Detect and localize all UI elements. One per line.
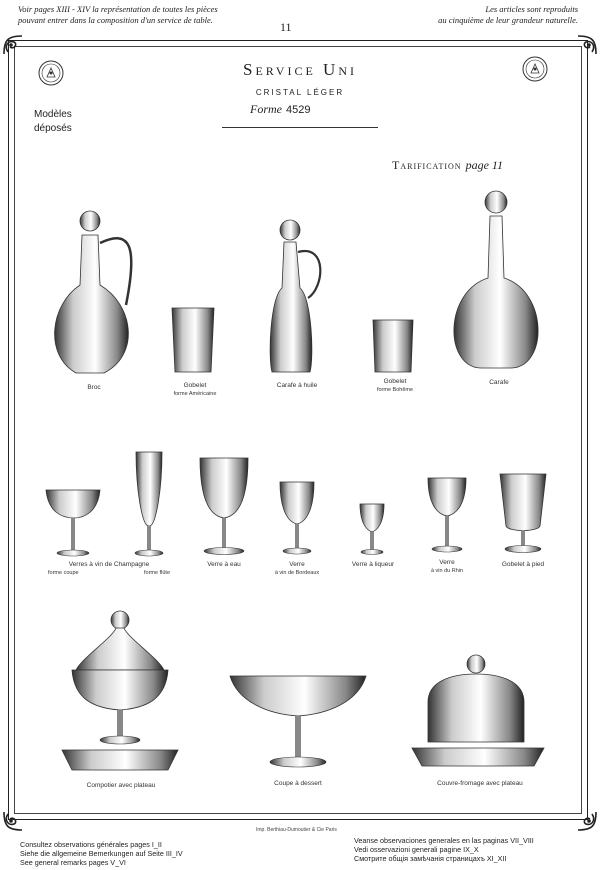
forme-number: 4529 bbox=[286, 104, 311, 116]
label-carafe-huile: Carafe à huile bbox=[276, 382, 318, 389]
modeles-line2: déposés bbox=[34, 123, 72, 134]
header-note-left-line1: Voir pages XIII - XIV la représentation de toutes les pièces bbox=[18, 4, 218, 14]
label-verre-rhin bbox=[414, 559, 480, 575]
corner-ornament-icon bbox=[0, 808, 26, 834]
header-note-right bbox=[358, 4, 578, 26]
page-number: 11 bbox=[280, 20, 292, 34]
modeles-line1: Modèles bbox=[34, 109, 72, 120]
modeles-deposes bbox=[34, 108, 72, 136]
label-gobelet-americaine bbox=[160, 382, 230, 398]
header-note-right-line1: Les articles sont reproduits bbox=[485, 4, 578, 14]
label-broc: Broc bbox=[87, 384, 101, 391]
label-forme-coupe: forme coupe bbox=[48, 570, 79, 576]
tarification-page: page 11 bbox=[465, 158, 503, 172]
label-verre-eau: Verre à eau bbox=[207, 561, 241, 568]
forme-label bbox=[250, 102, 310, 117]
corner-ornament-icon bbox=[574, 808, 600, 834]
label-verre-bordeaux bbox=[262, 561, 332, 577]
label-carafe: Carafe bbox=[489, 379, 509, 386]
page-title: Service Uni bbox=[242, 60, 357, 79]
label-verres-champagne bbox=[44, 561, 174, 577]
corner-ornament-icon bbox=[574, 32, 600, 58]
header-note-right-line2: au cinquième de leur grandeur naturelle. bbox=[438, 15, 578, 25]
tarification-label: Tarification bbox=[392, 158, 462, 172]
label-couvre-fromage: Couvre-fromage avec plateau bbox=[437, 780, 523, 787]
footer-right-2: Vedi osservazioni generali pagine IX_X bbox=[354, 845, 479, 854]
broc-illustration bbox=[44, 205, 140, 380]
gobelet-boheme-illustration bbox=[371, 318, 415, 376]
label-verre-liqueur: Verre à liqueur bbox=[351, 561, 395, 568]
label-gobelet-boheme-2: forme Bohême bbox=[376, 387, 414, 393]
label-verre-rhin-2: à vin du Rhin bbox=[430, 568, 464, 574]
verre-liqueur-illustration bbox=[358, 502, 386, 558]
verre-bordeaux-illustration bbox=[278, 480, 316, 558]
verre-rhin-illustration bbox=[426, 476, 468, 556]
label-verres-champagne-1: Verres à vin de Champagne bbox=[68, 561, 150, 568]
footer-left bbox=[20, 840, 260, 867]
footer-left-2: Siehe die allgemeine Bemerkungen auf Seite III_IV bbox=[20, 849, 183, 858]
corner-ornament-icon bbox=[0, 32, 26, 58]
forme-underline bbox=[222, 127, 378, 128]
flute-champagne-illustration bbox=[132, 450, 166, 558]
header-note-left-line2: pouvant entrer dans la composition d'un service de table. bbox=[18, 15, 213, 25]
compotier-illustration bbox=[58, 608, 180, 778]
label-verre-bordeaux-1: Verre bbox=[289, 561, 305, 568]
gobelet-americaine-illustration bbox=[170, 306, 216, 376]
gobelet-pied-illustration bbox=[498, 472, 548, 556]
label-verres-champagne-forms bbox=[44, 569, 174, 577]
coupe-champagne-illustration bbox=[44, 486, 102, 558]
footer-right-3: Смотрите общія замѣчанія страницахъ XI_XII bbox=[354, 854, 507, 863]
forme-text: Forme bbox=[250, 102, 282, 116]
footer-left-1: Consultez observations générales pages I_II bbox=[20, 840, 162, 849]
label-compotier: Compotier avec plateau bbox=[86, 782, 156, 789]
carafe-illustration bbox=[448, 188, 544, 374]
footer-right-1: Veanse observaciones generales en las paginas VII_VIII bbox=[354, 836, 534, 845]
carafe-huile-illustration bbox=[262, 218, 330, 378]
page-subtitle: CRISTAL LÉGER bbox=[255, 88, 345, 97]
footer-right bbox=[354, 836, 594, 863]
label-gobelet-boheme bbox=[360, 378, 430, 394]
label-verre-bordeaux-2: à vin de Bordeaux bbox=[274, 570, 320, 576]
header-note-left bbox=[18, 4, 278, 26]
tarification bbox=[392, 158, 503, 173]
couvre-fromage-illustration bbox=[410, 652, 546, 774]
verre-eau-illustration bbox=[198, 456, 250, 558]
label-verre-rhin-1: Verre bbox=[439, 559, 455, 566]
coupe-dessert-illustration bbox=[228, 672, 368, 772]
label-coupe-dessert: Coupe à dessert bbox=[274, 780, 322, 787]
label-gobelet-americaine-2: forme Américaine bbox=[173, 391, 217, 397]
label-forme-flute: forme flûte bbox=[144, 570, 170, 576]
label-gobelet-americaine-1: Gobelet bbox=[183, 382, 207, 389]
footer-left-3: See general remarks pages V_VI bbox=[20, 858, 126, 867]
label-gobelet-boheme-1: Gobelet bbox=[383, 378, 407, 385]
label-gobelet-pied: Gobelet à pied bbox=[501, 561, 545, 568]
imprint: Imp. Berthiau-Dumoutier & Cie Paris bbox=[256, 827, 337, 833]
